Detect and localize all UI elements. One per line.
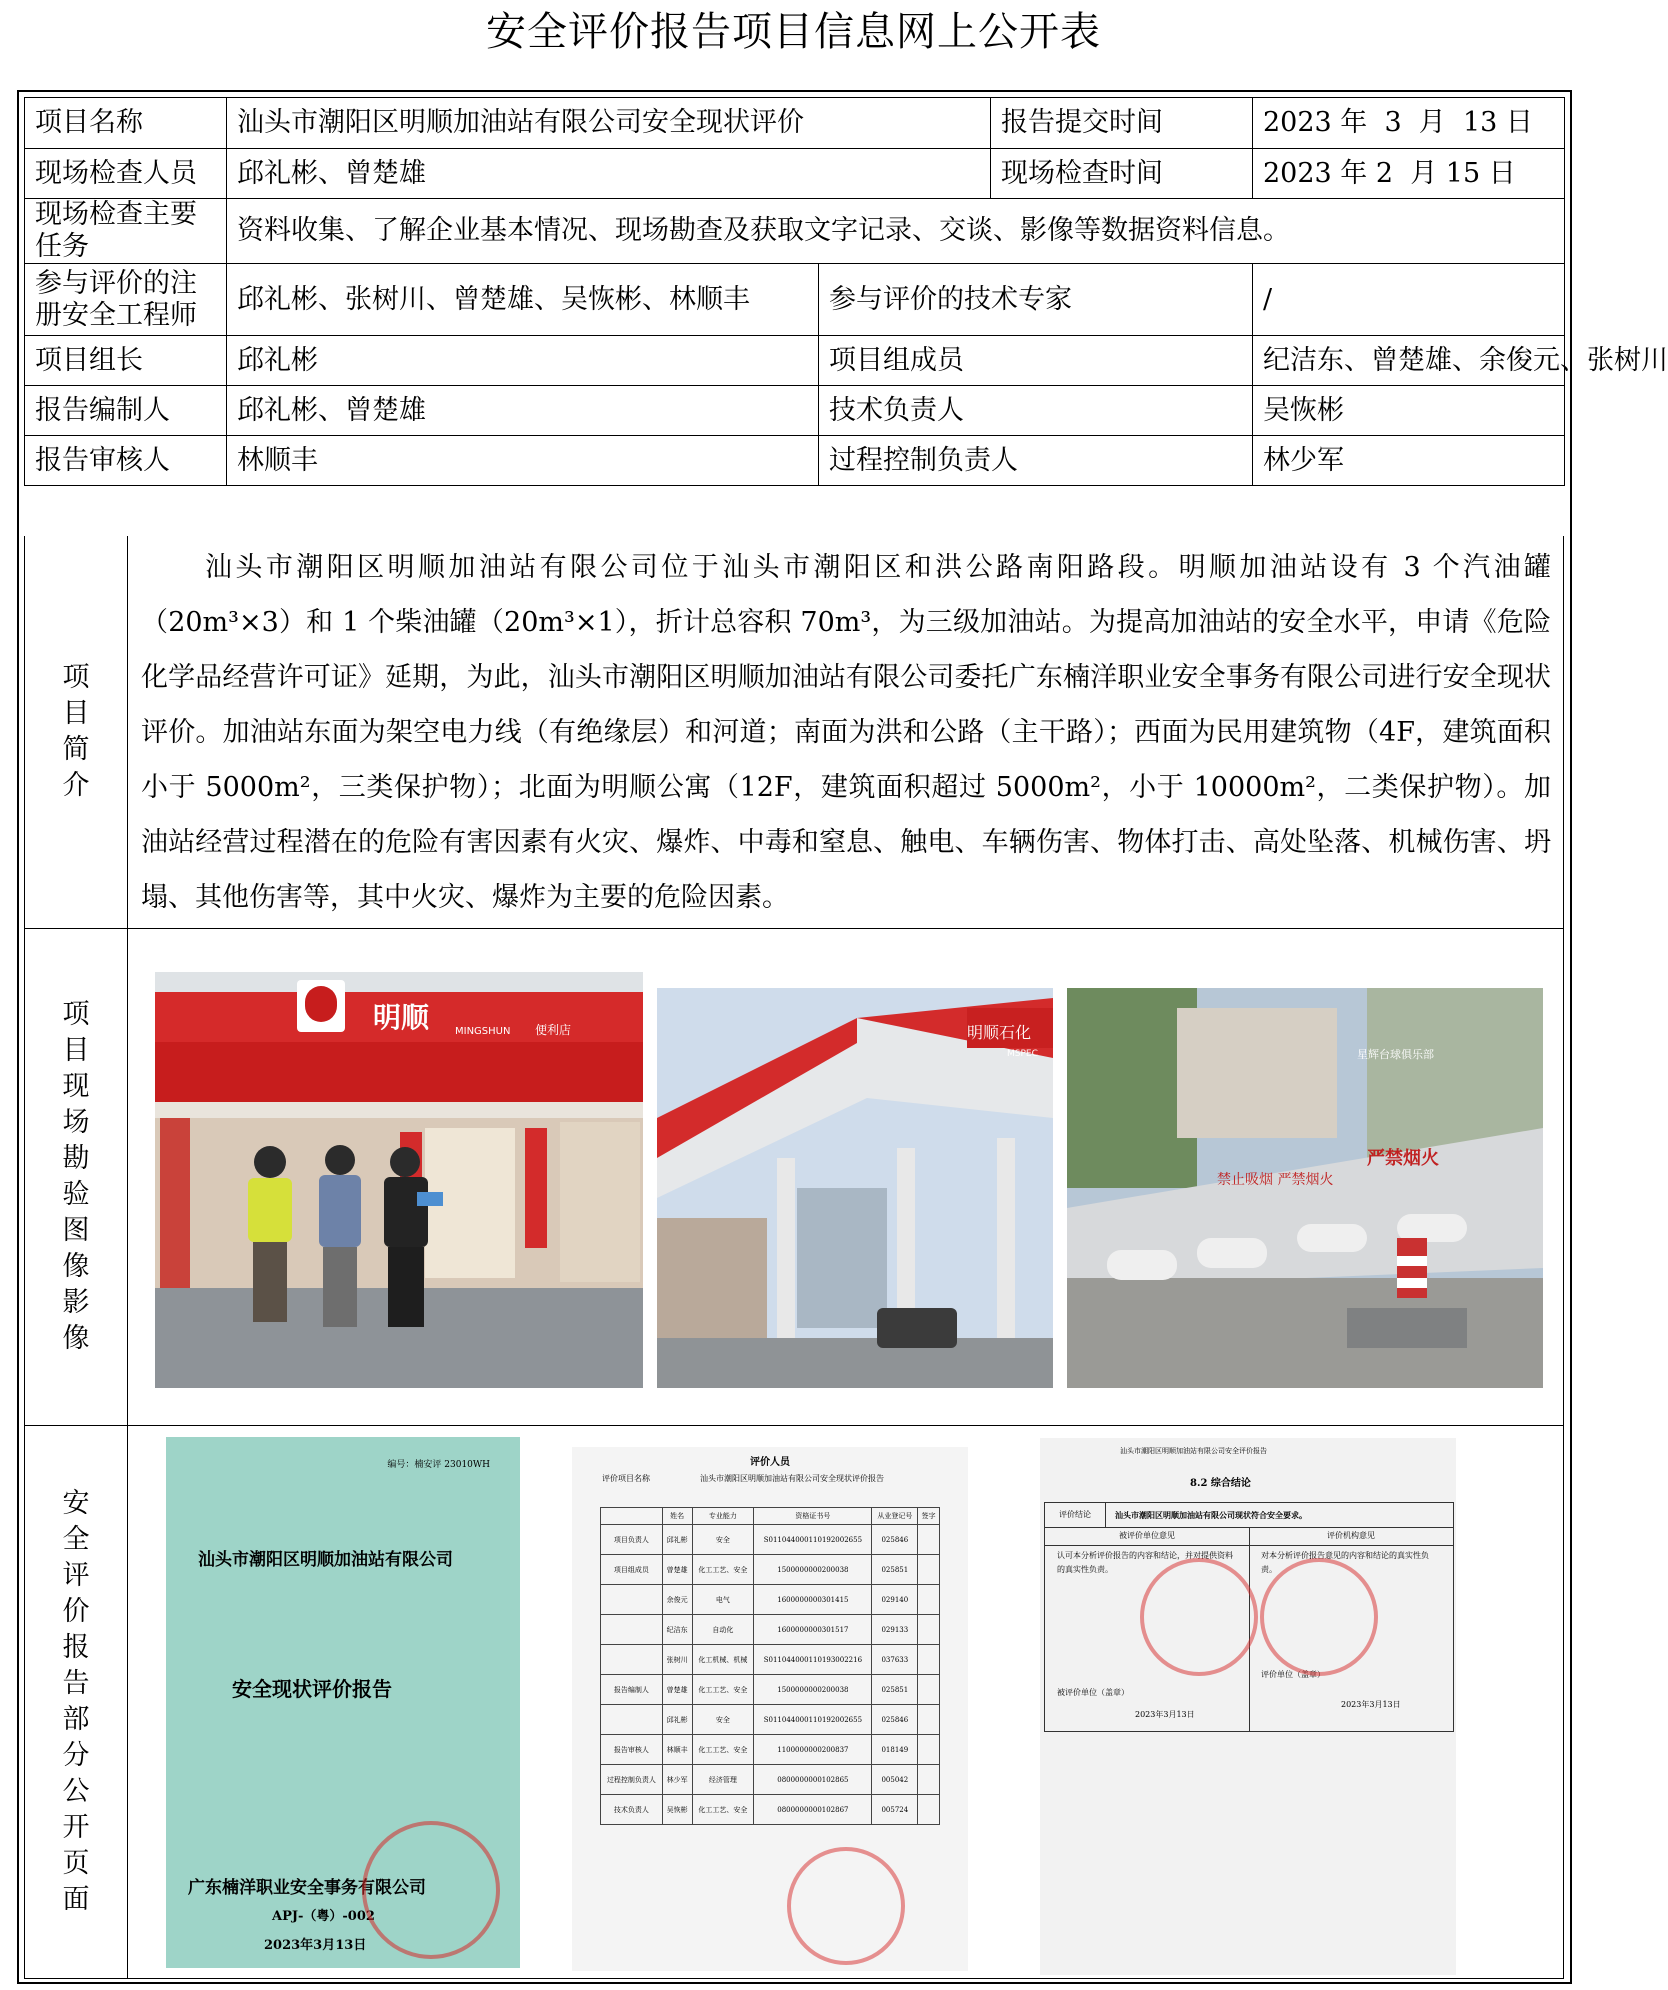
signature-cell [918, 1795, 940, 1825]
staff-cell: 1600000000301415 [754, 1585, 872, 1615]
staff-cell: 1100000000200837 [754, 1735, 872, 1765]
staff-cell [601, 1705, 663, 1735]
value-members: 纪洁东、曾楚雄、余俊元、张树川 [1253, 336, 1565, 386]
staff-row [601, 1765, 940, 1795]
staff-cell: 曾楚雄 [662, 1555, 692, 1585]
concl-col1-text: 认可本分析评价报告的内容和结论，并对提供资料的真实性负责。 [1057, 1551, 1233, 1574]
signature-cell [918, 1615, 940, 1645]
concl-sign2: 评价单位（盖章） [1261, 1670, 1325, 1679]
staff-table [600, 1507, 940, 1825]
photos-label: 项目现场勘验图像影像 [62, 999, 90, 1354]
cover-number: 编号：楠安评 23010WH [387, 1460, 490, 1470]
staff-cell: 1500000000200038 [754, 1675, 872, 1705]
intro-label: 项目简介 [62, 662, 90, 801]
staff-cell: 邱礼彬 [662, 1705, 692, 1735]
concl-sign1: 被评价单位（盖章） [1057, 1688, 1129, 1697]
staff-cell: 过程控制负责人 [601, 1765, 663, 1795]
staff-cell: 0800000000102865 [754, 1765, 872, 1795]
staff-cell: 化工工艺、安全 [692, 1795, 754, 1825]
seal-icon [362, 1821, 500, 1959]
report-label: 安全评价报告部分公开页面 [62, 1488, 90, 1915]
label-reviewer: 报告审核人 [25, 436, 227, 486]
staff-header-cell: 签字 [918, 1508, 940, 1525]
table-row [25, 199, 1565, 264]
report-conclusion-page [1040, 1438, 1456, 1975]
staff-project-label: 评价项目名称 [602, 1474, 650, 1483]
staff-row [601, 1675, 940, 1705]
staff-cell: 邱礼彬 [662, 1525, 692, 1555]
staff-cell: 037633 [872, 1645, 918, 1675]
cover-title: 安全现状评价报告 [232, 1677, 392, 1701]
staff-cell: 化工工艺、安全 [692, 1555, 754, 1585]
staff-cell: 025851 [872, 1555, 918, 1585]
staff-cell: 化工机械、机械 [692, 1645, 754, 1675]
concl-col2: 评价机构意见 [1249, 1527, 1453, 1546]
wall-warning-text: 严禁烟火 [1367, 1148, 1439, 1169]
table-row [25, 149, 1565, 199]
staff-header-cell: 姓名 [662, 1508, 692, 1525]
staff-cell: 项目组成员 [601, 1555, 663, 1585]
staff-cell [601, 1645, 663, 1675]
signature-cell [918, 1675, 940, 1705]
staff-cell: 安全 [692, 1705, 754, 1735]
staff-cell [601, 1615, 663, 1645]
staff-cell: 005724 [872, 1795, 918, 1825]
value-compiler: 邱礼彬、曾楚雄 [227, 386, 819, 436]
staff-cell: 自动化 [692, 1615, 754, 1645]
concl-date1: 2023年3月13日 [1135, 1710, 1195, 1719]
value-tech-head: 吴恢彬 [1253, 386, 1565, 436]
canopy-sign-text: 明顺石化 [967, 1023, 1032, 1042]
table-row [25, 386, 1565, 436]
label-process-head: 过程控制负责人 [819, 436, 1253, 486]
photo-tank-area [1067, 988, 1543, 1388]
club-sign-text: 星辉台球俱乐部 [1357, 1048, 1434, 1061]
cover-company: 汕头市潮阳区明顺加油站有限公司 [198, 1550, 453, 1570]
label-members: 项目组成员 [819, 336, 1253, 386]
value-leader: 邱礼彬 [227, 336, 819, 386]
label-inspectors: 现场检查人员 [25, 149, 227, 199]
staff-cell: 报告编制人 [601, 1675, 663, 1705]
staff-cell: 018149 [872, 1735, 918, 1765]
staff-cell: 029133 [872, 1615, 918, 1645]
staff-cell: 025846 [872, 1705, 918, 1735]
staff-cell: 电气 [692, 1585, 754, 1615]
label-compiler: 报告编制人 [25, 386, 227, 436]
signature-cell [918, 1555, 940, 1585]
signature-cell [918, 1645, 940, 1675]
concl-col2-text: 对本分析评价报告意见的内容和结论的真实性负责。 [1261, 1551, 1429, 1574]
label-main-task: 现场检查主要任务 [25, 199, 227, 264]
staff-header-cell [601, 1508, 663, 1525]
label-leader: 项目组长 [25, 336, 227, 386]
value-reviewer: 林顺丰 [227, 436, 819, 486]
signature-cell [918, 1765, 940, 1795]
staff-project-name: 汕头市潮阳区明顺加油站有限公司安全现状评价报告 [700, 1474, 884, 1483]
value-inspect-time: 2023 年 2 月 15 日 [1253, 149, 1565, 199]
staff-cell: 1600000000301517 [754, 1615, 872, 1645]
value-submit-time: 2023 年 3 月 13 日 [1253, 98, 1565, 149]
staff-cell: 025846 [872, 1525, 918, 1555]
staff-cell: S011044000110192002655 [754, 1525, 872, 1555]
staff-cell: 经济管理 [692, 1765, 754, 1795]
staff-cell: 005042 [872, 1765, 918, 1795]
staff-row [601, 1585, 940, 1615]
seal-icon [1140, 1558, 1258, 1676]
table-row [25, 98, 1565, 149]
intro-section [24, 536, 1564, 929]
staff-cell: 余俊元 [662, 1585, 692, 1615]
staff-row [601, 1705, 940, 1735]
canopy-sign-sub: MSPEC [1007, 1049, 1038, 1059]
staff-cell: 林少军 [662, 1765, 692, 1795]
staff-row [601, 1555, 940, 1585]
staff-header-cell: 从业登记号 [872, 1508, 918, 1525]
staff-cell: 化工工艺、安全 [692, 1735, 754, 1765]
store-shop-text: 便利店 [535, 1023, 572, 1037]
concl-text: 汕头市潮阳区明顺加油站有限公司现状符合安全要求。 [1105, 1503, 1453, 1528]
staff-cell: 1500000000200038 [754, 1555, 872, 1585]
staff-row [601, 1795, 940, 1825]
staff-cell: 吴恢彬 [662, 1795, 692, 1825]
staff-header-cell: 资格证书号 [754, 1508, 872, 1525]
seal-icon [787, 1847, 905, 1965]
concl-header: 汕头市潮阳区明顺加油站有限公司安全评价报告 [1120, 1447, 1267, 1455]
signature-cell [918, 1705, 940, 1735]
staff-cell: 化工工艺、安全 [692, 1675, 754, 1705]
cover-date: 2023年3月13日 [264, 1938, 367, 1953]
photo-canopy [657, 988, 1053, 1388]
report-cover-image [166, 1437, 520, 1968]
value-main-task: 资料收集、了解企业基本情况、现场勘查及获取文字记录、交谈、影像等数据资料信息。 [227, 199, 1565, 264]
staff-cell: 曾楚雄 [662, 1675, 692, 1705]
staff-cell: S011044000110193002216 [754, 1645, 872, 1675]
staff-cell: 025851 [872, 1675, 918, 1705]
label-experts: 参与评价的技术专家 [819, 264, 1253, 336]
cover-code: APJ-（粤）-002 [272, 1909, 375, 1924]
info-table [24, 97, 1668, 486]
store-sign-sub: MINGSHUN [455, 1026, 511, 1037]
intro-text: 汕头市潮阳区明顺加油站有限公司位于汕头市潮阳区和洪公路南阳路段。明顺加油站设有 3 个汽油罐（20m³×3）和 1 个柴油罐（20m³×1），折计总容积 70m³，为三级加油站。为提高加油站的安全水平，申请《危险化学品经营许可证》延期，为此，汕头市潮阳区明顺加油站有限公司委托广东楠洋职业安全事务有限公司进行安全现状评价。加油站东面为架空电力线（有绝缘层）和河道；南面为洪和公路（主干路）；西面为民用建筑物（4F，建筑面积小于 5000m²，三类保护物）；北面为明顺公寓（12F，建筑面积超过 5000m²，小于 10000m²，二类保护物）。加油站经营过程潜在的危险有害因素有火灾、爆炸、中毒和窒息、触电、车辆伤害、物体打击、高处坠落、机械伤害、坍塌、其他伤害等，其中火灾、爆炸为主要的危险因素。 [141, 552, 1551, 913]
label-tech-head: 技术负责人 [819, 386, 1253, 436]
store-sign-text: 明顺 [373, 1001, 430, 1034]
seal-icon [1260, 1558, 1378, 1676]
staff-header-row [601, 1508, 940, 1525]
label-engineers: 参与评价的注册安全工程师 [25, 264, 227, 336]
signature-cell [918, 1525, 940, 1555]
wall-warning-text2: 禁止吸烟 严禁烟火 [1217, 1172, 1334, 1188]
staff-cell: S011044000110192002655 [754, 1705, 872, 1735]
signature-cell [918, 1585, 940, 1615]
label-project-name: 项目名称 [25, 98, 227, 149]
staff-header-cell: 专业能力 [692, 1508, 754, 1525]
staff-cell: 项目负责人 [601, 1525, 663, 1555]
staff-cell: 安全 [692, 1525, 754, 1555]
staff-cell [601, 1585, 663, 1615]
staff-cell: 纪洁东 [662, 1615, 692, 1645]
label-submit-time: 报告提交时间 [991, 98, 1253, 149]
staff-row [601, 1525, 940, 1555]
concl-col1: 被评价单位意见 [1045, 1527, 1250, 1546]
report-staff-page [572, 1447, 968, 1971]
value-inspectors: 邱礼彬、曾楚雄 [227, 149, 991, 199]
staff-cell: 张树川 [662, 1645, 692, 1675]
staff-row [601, 1615, 940, 1645]
value-project-name: 汕头市潮阳区明顺加油站有限公司安全现状评价 [227, 98, 991, 149]
staff-title: 评价人员 [750, 1457, 790, 1468]
concl-date2: 2023年3月13日 [1341, 1700, 1401, 1709]
concl-section: 8.2 综合结论 [1190, 1478, 1251, 1489]
value-experts: / [1253, 264, 1565, 336]
table-row [25, 436, 1565, 486]
value-engineers: 邱礼彬、张树川、曾楚雄、吴恢彬、林顺丰 [227, 264, 819, 336]
page-title: 安全评价报告项目信息网上公开表 [486, 9, 1101, 55]
staff-cell: 报告审核人 [601, 1735, 663, 1765]
value-process-head: 林少军 [1253, 436, 1565, 486]
cover-org: 广东楠洋职业安全事务有限公司 [188, 1878, 426, 1898]
staff-cell: 0800000000102867 [754, 1795, 872, 1825]
staff-cell: 林顺丰 [662, 1735, 692, 1765]
signature-cell [918, 1735, 940, 1765]
table-row [25, 264, 1565, 336]
photo-store-front [155, 972, 643, 1388]
concl-label: 评价结论 [1045, 1503, 1106, 1528]
table-row [25, 336, 1565, 386]
staff-cell: 技术负责人 [601, 1795, 663, 1825]
staff-row [601, 1645, 940, 1675]
label-inspect-time: 现场检查时间 [991, 149, 1253, 199]
staff-cell: 029140 [872, 1585, 918, 1615]
staff-row [601, 1735, 940, 1765]
